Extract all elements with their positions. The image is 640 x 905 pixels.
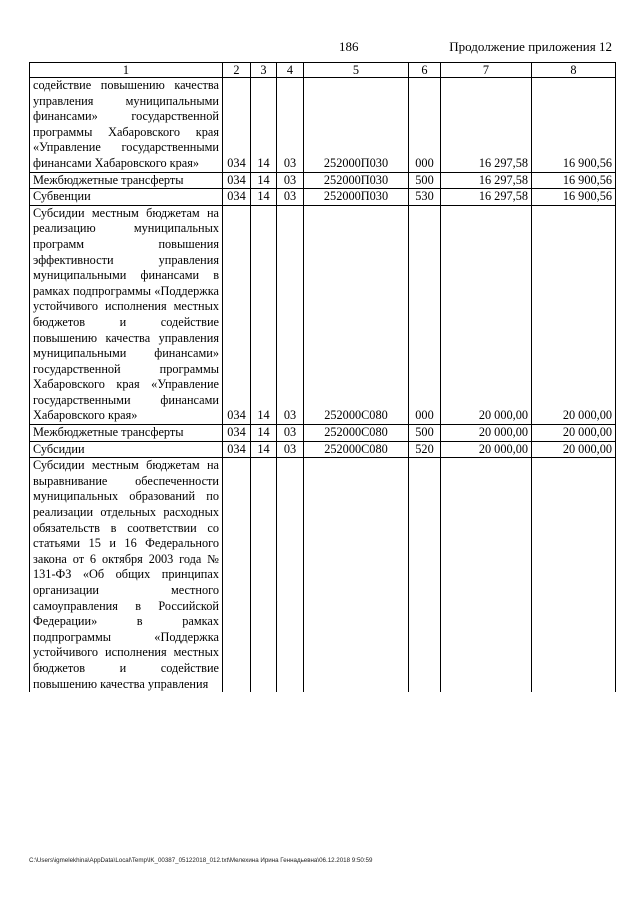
cell-target-article: 252000С080 — [304, 205, 409, 424]
budget-table — [29, 62, 616, 692]
cell-target-article: 252000П030 — [304, 78, 409, 173]
column-header: 3 — [251, 63, 277, 78]
cell-ministry: 034 — [223, 172, 251, 189]
table-header-row — [30, 63, 616, 78]
column-header: 2 — [223, 63, 251, 78]
column-header: 1 — [30, 63, 223, 78]
cell-ministry: 034 — [223, 189, 251, 206]
continuation-label: Продолжение приложения 12 — [449, 39, 612, 54]
cell-subsection: 03 — [277, 189, 304, 206]
row-name: Субвенции — [30, 189, 223, 206]
cell-target-article: 252000С080 — [304, 441, 409, 458]
cell-ministry: 034 — [223, 441, 251, 458]
row-name: Субсидии местным бюджетам на выравнивание обеспеченности муниципальных образований по реализации отдельных расходных обязательств в соответствии со статьями 15 и 16 Федерального закона от 6 октября 2003 года № 131-ФЗ «Об общих принципах организации местного самоуправления в Российской Федерации» в рамках подпрограммы «Поддержка устойчивого исполнения местных бюджетов и содействие повышению качества управления — [30, 458, 223, 692]
cell-subsection: 03 — [277, 205, 304, 424]
column-header: 5 — [304, 63, 409, 78]
table-row — [30, 205, 616, 424]
cell-amount-2: 16 900,56 — [532, 172, 616, 189]
cell-expense-type: 000 — [409, 78, 441, 173]
cell-section: 14 — [251, 205, 277, 424]
cell-amount-1: 20 000,00 — [441, 425, 532, 442]
row-name: Межбюджетные трансферты — [30, 425, 223, 442]
cell-section: 14 — [251, 189, 277, 206]
cell-subsection: 03 — [277, 78, 304, 173]
cell-section: 14 — [251, 441, 277, 458]
cell-amount-2: 20 000,00 — [532, 205, 616, 424]
cell-target-article: 252000С080 — [304, 425, 409, 442]
cell-section — [251, 458, 277, 692]
cell-target-article: 252000П030 — [304, 189, 409, 206]
cell-target-article: 252000П030 — [304, 172, 409, 189]
table-row — [30, 441, 616, 458]
column-header: 6 — [409, 63, 441, 78]
cell-section: 14 — [251, 78, 277, 173]
cell-amount-1: 16 297,58 — [441, 172, 532, 189]
column-header: 8 — [532, 63, 616, 78]
cell-amount-2: 20 000,00 — [532, 425, 616, 442]
row-name: Субсидии — [30, 441, 223, 458]
cell-ministry: 034 — [223, 425, 251, 442]
table-row — [30, 78, 616, 173]
row-name: Субсидии местным бюджетам на реализацию муниципальных программ повышения эффективности управления муниципальными финансами в рамках подпрограммы «Поддержка устойчивого исполнения местных бюджетов и содействие повышению качества управления муниципальными финансами» государственной программы Хабаровского края «Управление государственными финансами Хабаровского края» — [30, 205, 223, 424]
cell-amount-2: 16 900,56 — [532, 189, 616, 206]
file-path-footer: C:\Users\igmelekhina\AppData\Local\Temp\IK_00387_05122018_012.txt\Мелехина Ирина Геннадьевна\06.12.2018 9:50:59 — [29, 857, 373, 864]
cell-subsection: 03 — [277, 172, 304, 189]
cell-ministry: 034 — [223, 78, 251, 173]
table-row — [30, 172, 616, 189]
cell-expense-type: 520 — [409, 441, 441, 458]
column-header: 4 — [277, 63, 304, 78]
cell-amount-2: 20 000,00 — [532, 441, 616, 458]
cell-subsection: 03 — [277, 441, 304, 458]
cell-amount-1: 16 297,58 — [441, 78, 532, 173]
cell-target-article — [304, 458, 409, 692]
page-number: 186 — [339, 39, 359, 54]
cell-amount-1: 20 000,00 — [441, 205, 532, 424]
cell-ministry: 034 — [223, 205, 251, 424]
row-name: содействие повышению качества управления муниципальными финансами» государственной программы Хабаровского края «Управление государственными финансами Хабаровского края» — [30, 78, 223, 173]
cell-amount-2: 16 900,56 — [532, 78, 616, 173]
row-name: Межбюджетные трансферты — [30, 172, 223, 189]
cell-section: 14 — [251, 172, 277, 189]
cell-expense-type: 500 — [409, 172, 441, 189]
cell-amount-1 — [441, 458, 532, 692]
cell-expense-type: 530 — [409, 189, 441, 206]
table-row — [30, 189, 616, 206]
cell-amount-1: 16 297,58 — [441, 189, 532, 206]
cell-amount-1: 20 000,00 — [441, 441, 532, 458]
cell-subsection — [277, 458, 304, 692]
cell-expense-type: 000 — [409, 205, 441, 424]
cell-expense-type — [409, 458, 441, 692]
column-header: 7 — [441, 63, 532, 78]
cell-expense-type: 500 — [409, 425, 441, 442]
table-row — [30, 458, 616, 692]
cell-section: 14 — [251, 425, 277, 442]
cell-subsection: 03 — [277, 425, 304, 442]
cell-ministry — [223, 458, 251, 692]
table-row — [30, 425, 616, 442]
cell-amount-2 — [532, 458, 616, 692]
